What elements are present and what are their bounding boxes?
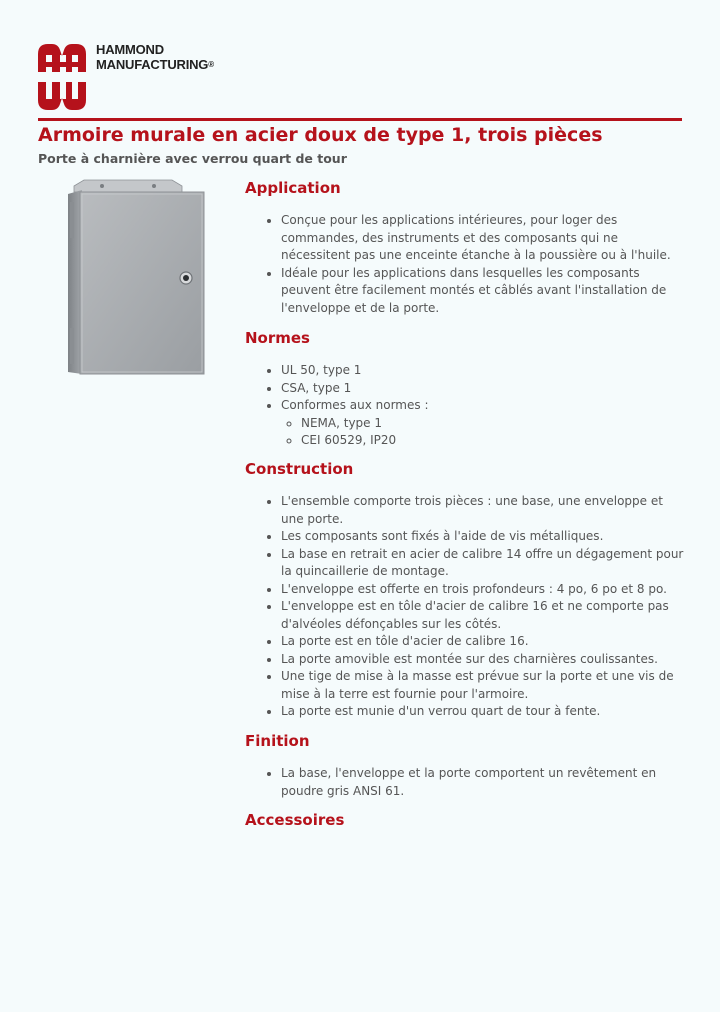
list-item: • L'enveloppe est en tôle d'acier de calibre 16 et ne comporte pas d'alvéoles défonçables sur les côtés. xyxy=(281,598,685,633)
section-accessoires xyxy=(245,810,685,830)
list-item: • UL 50, type 1 xyxy=(281,362,685,380)
list-item: • L'enveloppe est offerte en trois profondeurs : 4 po, 6 po et 8 po. xyxy=(281,581,685,599)
registered-mark: ® xyxy=(208,60,214,69)
brand-line2-text: MANUFACTURING xyxy=(96,57,209,72)
normes-sublist xyxy=(281,415,685,450)
sub-list-item: ◦ CEI 60529, IP20 xyxy=(301,432,685,450)
hammond-logo-icon xyxy=(38,42,88,112)
section-heading: Application xyxy=(245,179,341,197)
list-item: • La porte amovible est montée sur des charnières coulissantes. xyxy=(281,651,685,669)
list-item: • Une tige de mise à la masse est prévue sur la porte et une vis de mise à la terre est fournie pour l'armoire. xyxy=(281,668,685,703)
section-heading: Accessoires xyxy=(245,811,345,829)
section-normes xyxy=(245,328,685,450)
sub-list-item: ◦ NEMA, type 1 xyxy=(301,415,685,433)
list-item: • La porte est munie d'un verrou quart de tour à fente. xyxy=(281,703,685,721)
section-heading: Finition xyxy=(245,732,310,750)
section-construction xyxy=(245,459,685,721)
section-heading: Normes xyxy=(245,329,310,347)
list-item: • La base en retrait en acier de calibre 14 offre un dégagement pour la quincaillerie de montage. xyxy=(281,546,685,581)
section-heading: Construction xyxy=(245,460,354,478)
list-item: • CSA, type 1 xyxy=(281,380,685,398)
page-title: Armoire murale en acier doux de type 1, trois pièces xyxy=(38,124,603,146)
list-item xyxy=(281,397,685,450)
list-item: • L'ensemble comporte trois pièces : une base, une enveloppe et une porte. xyxy=(281,493,685,528)
finition-list xyxy=(245,765,685,800)
brand-header xyxy=(38,42,218,112)
header-rule xyxy=(38,118,682,121)
list-item: • Idéale pour les applications dans lesquelles les composants peuvent être facilement montés et câblés avant l'installation de l'enveloppe et de la porte. xyxy=(281,265,685,318)
brand-name xyxy=(96,42,214,72)
page-subtitle: Porte à charnière avec verrou quart de tour xyxy=(38,151,347,166)
list-item: • Les composants sont fixés à l'aide de vis métalliques. xyxy=(281,528,685,546)
normes-list xyxy=(245,362,685,450)
list-item-text: Conformes aux normes : xyxy=(281,398,429,412)
list-item: • La base, l'enveloppe et la porte comportent un revêtement en poudre gris ANSI 61. xyxy=(281,765,685,800)
enclosure-product-image xyxy=(62,178,220,378)
application-list xyxy=(245,212,685,317)
construction-list xyxy=(245,493,685,721)
section-application xyxy=(245,178,685,317)
section-finition xyxy=(245,731,685,800)
list-item: • Conçue pour les applications intérieures, pour loger des commandes, des instruments et des composants qui ne nécessitent pas une enceinte étanche à la poussière ou à l'huile. xyxy=(281,212,685,265)
list-item: • La porte est en tôle d'acier de calibre 16. xyxy=(281,633,685,651)
brand-line2 xyxy=(96,57,214,72)
brand-line1: HAMMOND xyxy=(96,42,164,57)
